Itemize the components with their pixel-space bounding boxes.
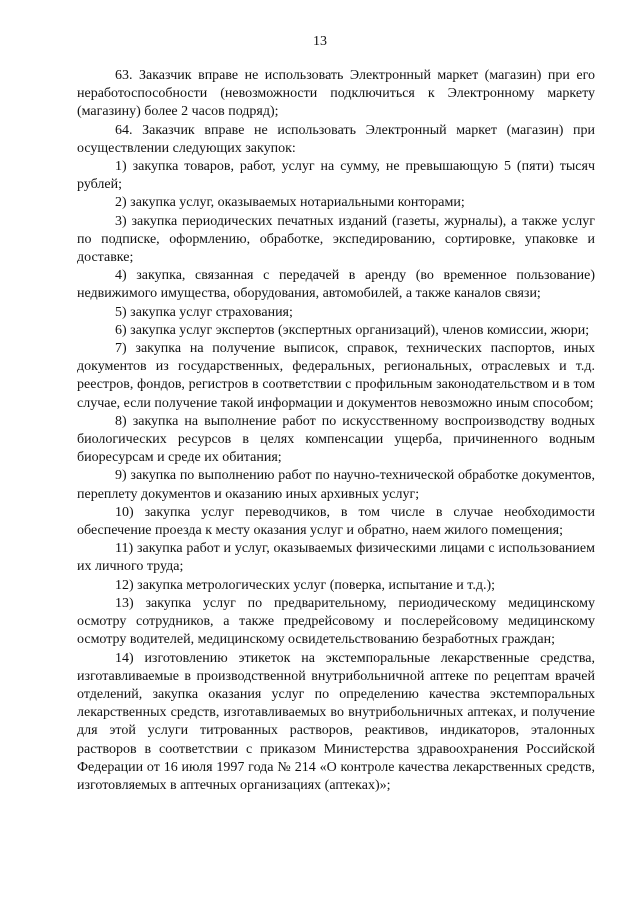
list-item-12: 12) закупка метрологических услуг (поверка, испытание и т.д.); [115, 577, 495, 593]
page-number: 13 [313, 34, 327, 49]
list-item-1: 1) закупка товаров, работ, услуг на сумму, не превышающую 5 (пяти) тысяч рублей; [77, 159, 595, 193]
list-item-2: 2) закупка услуг, оказываемых нотариальными конторами; [115, 195, 465, 211]
list-item-10: 10) закупка услуг переводчиков, в том числе в случае необходимости обеспечение проезда к месту оказания услуг и обратно, наем жилого помещения; [77, 504, 595, 539]
list-item-5: 5) закупка услуг страхования; [115, 304, 293, 320]
document-body [77, 67, 595, 795]
list-item-4: 4) закупка, связанная с передачей в аренду (во временное пользование) недвижимого имущества, оборудования, автомобилей, а также каналов связи; [77, 268, 595, 302]
list-item-3: 3) закупка периодических печатных изданий (газеты, журналы), а также услуг по подписке, оформлению, обработке, экспедированию, сортировке, упаковке и доставке; [77, 213, 595, 266]
list-item-11: 11) закупка работ и услуг, оказываемых физическими лицами с использованием их личного труда; [77, 541, 595, 575]
list-item-9: 9) закупка по выполнению работ по научно-технической обработке документов, переплету документов и оказанию иных архивных услуг; [77, 468, 595, 502]
list-item-6: 6) закупка услуг экспертов (экспертных организаций), членов комиссии, жюри; [115, 322, 590, 338]
list-item-13: 13) закупка услуг по предварительному, периодическому медицинскому осмотру сотрудников, а также предрейсовому и послерейсовому медицинскому осмотру водителей, медицинскому освидетельствованию безработных граждан; [77, 595, 595, 648]
list-item-7: 7) закупка на получение выписок, справок, технических паспортов, иных документов из государственных, федеральных, региональных, отраслевых и т.д. реестров, фондов, регистров в соответствии с профильным законодательством и в том случае, если получение такой информации и документов невозможно иным способом; [77, 341, 595, 411]
paragraph-clause-64: 64. Заказчик вправе не использовать Электронный маркет (магазин) при осуществлении следующих закупок: [77, 122, 595, 156]
paragraph-clause-63: 63. Заказчик вправе не использовать Электронный маркет (магазин) при его неработоспособности (невозможности подключиться к Электронному маркету (магазину) более 2 часов подряд); [77, 68, 595, 120]
list-item-8: 8) закупка на выполнение работ по искусственному воспроизводству водных биологических ресурсов в целях компенсации ущерба, причиненного водным биоресурсам и среде их обитания; [77, 413, 595, 466]
list-item-14: 14) изготовлению этикеток на экстемпоральные лекарственные средства, изготавливаемые в производственной внутрибольничной аптеке по рецептам врачей отделений, закупка оказания услуг по определению качества экстемпоральных лекарственных средств, изготавливаемых во внутрибольничных аптеках, и получение для этой услуги титрованных растворов, реактивов, индикаторов, эталонных растворов в соответствии с приказом Министерства здравоохранения Российской Федерации от 16 июля 1997 года № 214 «О контроле качества лекарственных средств, изготовляемых в аптечных организациях (аптеках)»; [77, 650, 595, 793]
